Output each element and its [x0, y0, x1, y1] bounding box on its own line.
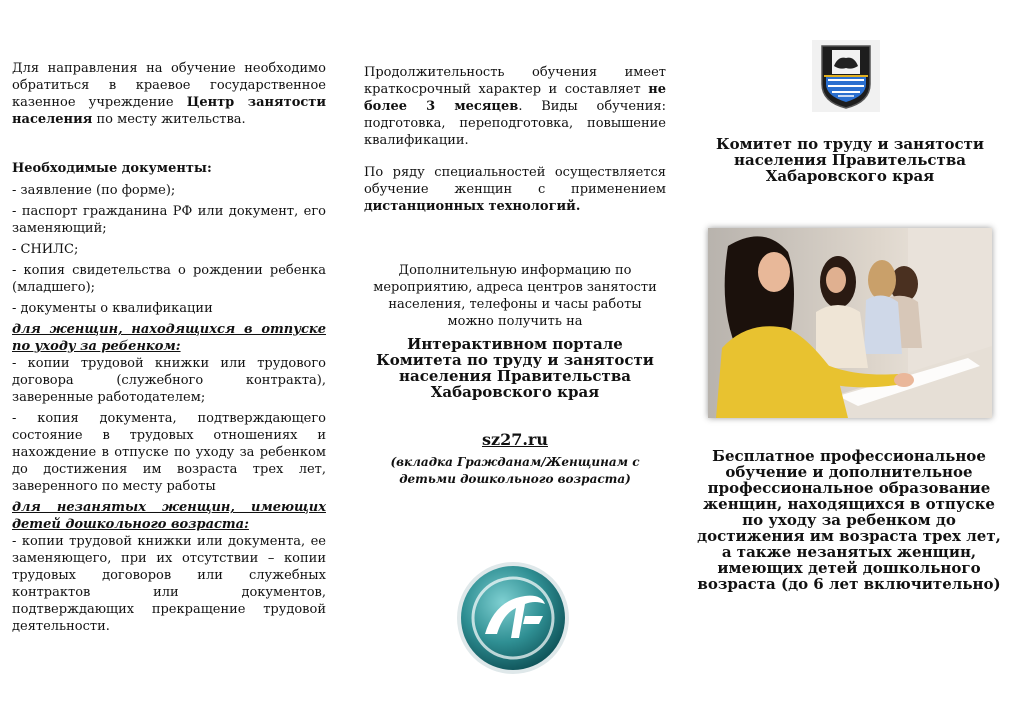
committee-title: Комитет по труду и занятости населения Правительства Хабаровского края	[715, 135, 985, 185]
khabarovsk-coat-of-arms-icon	[812, 40, 880, 112]
intro-bold-text: Центр занятости населения	[12, 95, 326, 127]
documents-heading: Необходимые документы:	[12, 161, 212, 176]
list-item: - СНИЛС;	[12, 242, 79, 257]
left-panel	[12, 0, 326, 724]
unemployed-heading: для незанятых женщин, имеющих детей дошкольного возраста:	[12, 500, 326, 532]
list-item: - копия свидетельства о рождении ребенка (младшего);	[12, 263, 326, 295]
list-item: - копии трудовой книжки или документа, ее заменяющего, при их отсутствии – копии трудовых договоров или служебных контрактов или документов, подтверждающих прекращение трудовой деятельности.	[12, 534, 326, 634]
duration-paragraph	[364, 64, 666, 149]
employment-service-logo-icon	[455, 560, 571, 676]
distance-text: По ряду специальностей осуществляется обучение женщин с применением	[364, 165, 666, 197]
info-paragraph: Дополнительную информацию по мероприятию, адреса центров занятости населения, телефоны и часы работы можно получить на	[373, 263, 657, 329]
duration-text: Продолжительность обучения имеет краткосрочный характер и составляет	[364, 65, 666, 97]
list-item: - паспорт гражданина РФ или документ, его заменяющий;	[12, 204, 326, 236]
intro-text: Для направления на обучение необходимо обратиться в краевое государственное казенное учреждение	[12, 61, 326, 110]
distance-bold-text: дистанционных технологий.	[364, 199, 581, 214]
distance-paragraph	[364, 164, 666, 215]
list-item: - копии трудовой книжки или трудового договора (служебного контракта), заверенные работодателем;	[12, 356, 326, 405]
portal-name: Интерактивном портале Комитета по труду и занятости населения Правительства Хабаровского края	[376, 335, 654, 401]
intro-text-end: по месту жительства.	[92, 112, 246, 127]
cover-panel	[697, 0, 1010, 724]
leave-heading: для женщин, находящихся в отпуске по уходу за ребенком:	[12, 322, 326, 354]
duration-text-end: . Виды обучения: подготовка, переподготовка, повышение квалификации.	[364, 99, 667, 148]
middle-panel	[364, 0, 666, 724]
documents-list	[12, 182, 326, 635]
duration-bold-text: не более 3 месяцев	[364, 82, 666, 114]
women-studying-in-classroom-photo	[708, 228, 992, 418]
intro-paragraph	[12, 60, 326, 128]
list-item: - документы о квалификации	[12, 301, 213, 316]
list-item: - копия документа, подтверждающего состояние в трудовых отношениях и нахождение в отпуске по уходу за ребенком до достижения им возраста трех лет, заверенного по месту работы	[12, 411, 326, 494]
tab-hint: (вкладка Гражданам/Женщинам с детьми дошкольного возраста)	[390, 455, 640, 486]
site-link[interactable]: sz27.ru	[482, 430, 548, 449]
brochure-title: Бесплатное профессиональное обучение и дополнительное профессиональное образование женщин, находящихся в отпуске по уходу за ребенком до достижения им возраста трех лет, а также незанятых женщин, имеющих детей дошкольного возраста (до 6 лет включительно)	[697, 447, 1001, 593]
list-item: - заявление (по форме);	[12, 183, 176, 198]
